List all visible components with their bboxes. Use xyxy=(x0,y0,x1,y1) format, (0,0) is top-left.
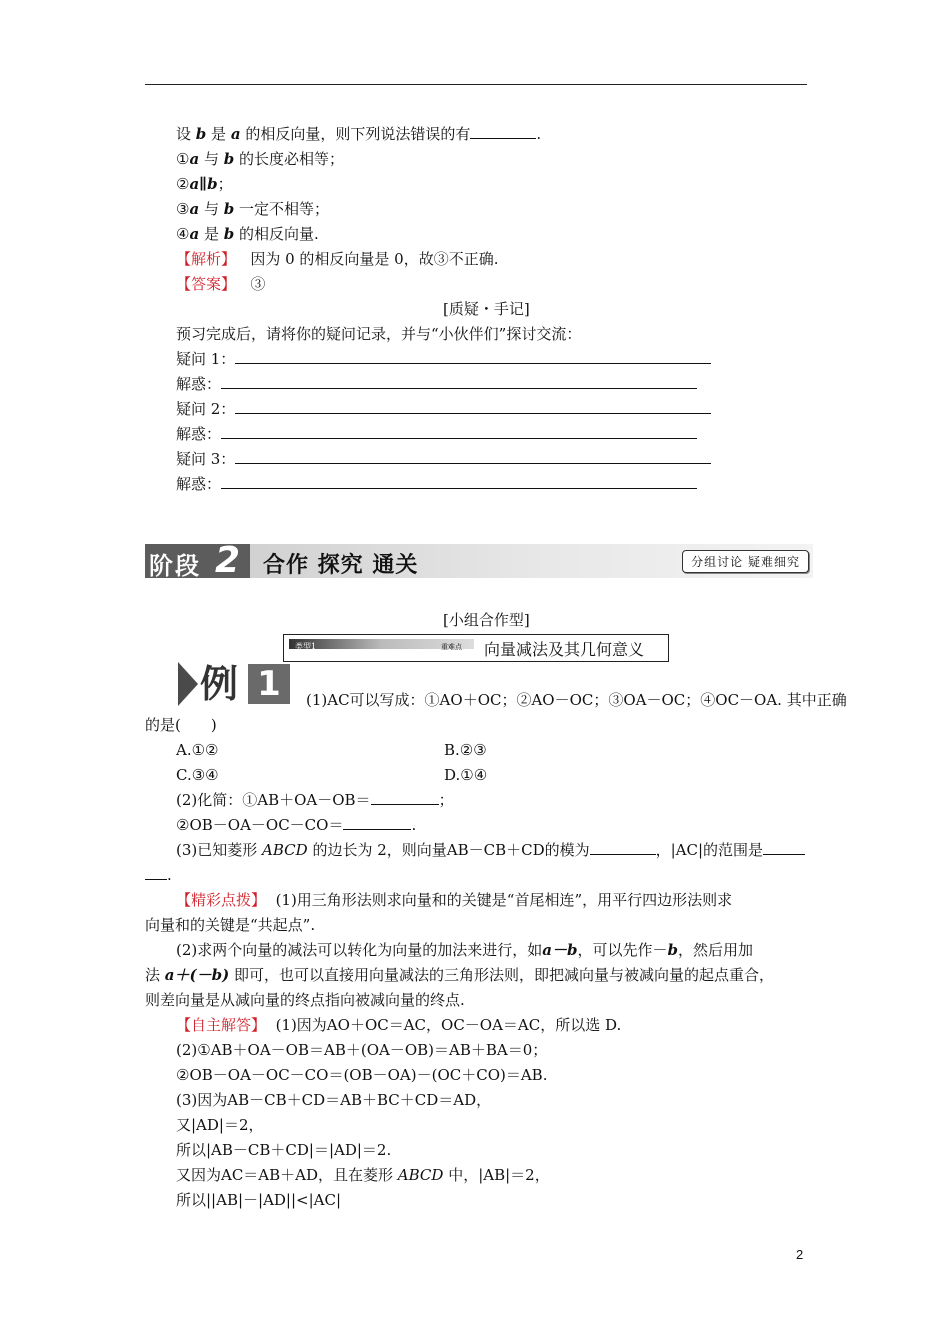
notes-intro: 预习完成后，请将你的疑问记录，并与“小伙伴们”探讨交流： xyxy=(176,325,582,343)
question-item-2: ②a∥b； xyxy=(176,175,233,193)
answer-tag: 【答案】 xyxy=(176,275,237,293)
example-word: 例 xyxy=(200,661,239,706)
option-a: A.①② xyxy=(176,741,219,759)
tips-line3: (2)求两个向量的减法可以转化为向量的加法来进行，如a－b，可以先作－b，然后用加 xyxy=(176,941,753,959)
solution-tag: 【自主解答】 xyxy=(176,1016,267,1034)
tips-line4: 法 a＋(－b) 即可，也可以直接用向量减法的三角形法则，即把减向量与被减向量的起点重合， xyxy=(145,966,774,984)
solution-line4: (3)因为AB－CB＋CD＝AB＋BC＋CD＝AD， xyxy=(176,1091,492,1109)
notes-answer-3: 解惑： xyxy=(176,474,697,494)
answer-text: ③ xyxy=(250,275,266,293)
question-intro: 设 b 是 a 的相反向量，则下列说法错误的有 . xyxy=(176,125,542,143)
notes-answer-1: 解惑： xyxy=(176,374,697,394)
tips-line2: 向量和的关键是“共起点”. xyxy=(145,916,316,934)
stage-label: 阶段 xyxy=(149,552,201,580)
triangle-arrow-icon xyxy=(178,662,198,706)
example-badge xyxy=(178,662,290,706)
notes-blank[interactable] xyxy=(235,449,711,464)
header-rule xyxy=(145,84,807,85)
stage-banner xyxy=(145,540,813,581)
example-part3-line2: . xyxy=(145,865,172,885)
solution-line7: 又因为AC＝AB＋AD，且在菱形 ABCD 中，|AB|＝2， xyxy=(176,1166,550,1184)
option-c: C.③④ xyxy=(176,766,219,784)
type-tag-2: 重难点 xyxy=(441,643,462,651)
solution-line3: ②OB－OA－OC－CO＝(OB－OA)－(OC＋CO)＝AB. xyxy=(176,1066,548,1084)
answer-line xyxy=(176,274,265,294)
page-number: 2 xyxy=(796,1247,804,1262)
option-b: B.②③ xyxy=(444,741,487,759)
question-item-4: ④a 是 b 的相反向量. xyxy=(176,225,319,243)
example-number: 1 xyxy=(248,664,290,704)
type-bar xyxy=(289,639,474,649)
notes-blank[interactable] xyxy=(221,474,697,489)
solution-line8: 所以||AB|－|AD||<|AC| xyxy=(176,1191,342,1209)
analysis-tag: 【解析】 xyxy=(176,250,237,268)
stage-number: 2 xyxy=(215,540,241,581)
solution-line2: (2)①AB＋OA－OB＝AB＋(OA－OB)＝AB＋BA＝0； xyxy=(176,1041,548,1059)
question-item-3: ③a 与 b 一定不相等； xyxy=(176,200,330,218)
type-box xyxy=(283,634,669,662)
answer-blank[interactable] xyxy=(590,840,656,855)
notes-title: [质疑・手记] xyxy=(443,300,530,318)
answer-blank xyxy=(470,124,536,139)
option-d: D.①④ xyxy=(444,766,488,784)
analysis-line xyxy=(176,249,499,269)
tips-tag: 【精彩点拨】 xyxy=(176,891,267,909)
type-tag: 类型1 xyxy=(295,642,317,651)
notes-question-1: 疑问 1： xyxy=(176,349,711,369)
answer-blank[interactable] xyxy=(763,840,805,855)
notes-blank[interactable] xyxy=(235,399,711,414)
solution-line1: 【自主解答】 (1)因为AO＋OC＝AC，OC－OA＝AC，所以选 D. xyxy=(176,1016,622,1034)
notes-blank[interactable] xyxy=(235,349,711,364)
answer-blank[interactable] xyxy=(343,815,411,830)
answer-blank[interactable] xyxy=(145,865,167,880)
notes-question-2: 疑问 2： xyxy=(176,399,711,419)
example-part1-line1: (1)AC可以写成：①AO＋OC；②AO－OC；③OA－OC；④OC－OA. 其中正确 xyxy=(306,691,847,709)
question-item-1: ①a 与 b 的长度必相等； xyxy=(176,150,345,168)
tips-line1: 【精彩点拨】 (1)用三角形法则求向量和的关键是“首尾相连”，用平行四边形法则求 xyxy=(176,891,733,909)
notes-question-3: 疑问 3： xyxy=(176,449,711,469)
example-part1-line2: 的是( ) xyxy=(145,716,217,734)
example-part2-line2: ②OB－OA－OC－CO＝ . xyxy=(176,816,417,834)
notes-blank[interactable] xyxy=(221,424,697,439)
solution-line6: 所以|AB－CB＋CD|＝|AD|＝2. xyxy=(176,1141,392,1159)
stage-title: 合作 探究 通关 xyxy=(263,552,419,578)
group-title: [小组合作型] xyxy=(443,611,530,629)
analysis-text: 因为 0 的相反向量是 0，故③不正确. xyxy=(250,250,499,268)
notes-blank[interactable] xyxy=(221,374,697,389)
stage-tag: 分组讨论 疑难细究 xyxy=(682,550,809,573)
answer-blank[interactable] xyxy=(371,790,439,805)
tips-line5: 则差向量是从减向量的终点指向被减向量的终点. xyxy=(145,991,465,1009)
type-title: 向量减法及其几何意义 xyxy=(484,640,645,659)
notes-answer-2: 解惑： xyxy=(176,424,697,444)
example-part2-line1: (2)化简：①AB＋OA－OB＝ ； xyxy=(176,791,454,809)
example-part3-line1: (3)已知菱形 ABCD 的边长为 2，则向量AB－CB＋CD的模为 ，|AC|的范围是 xyxy=(176,840,805,860)
solution-line5: 又|AD|＝2， xyxy=(176,1116,264,1134)
